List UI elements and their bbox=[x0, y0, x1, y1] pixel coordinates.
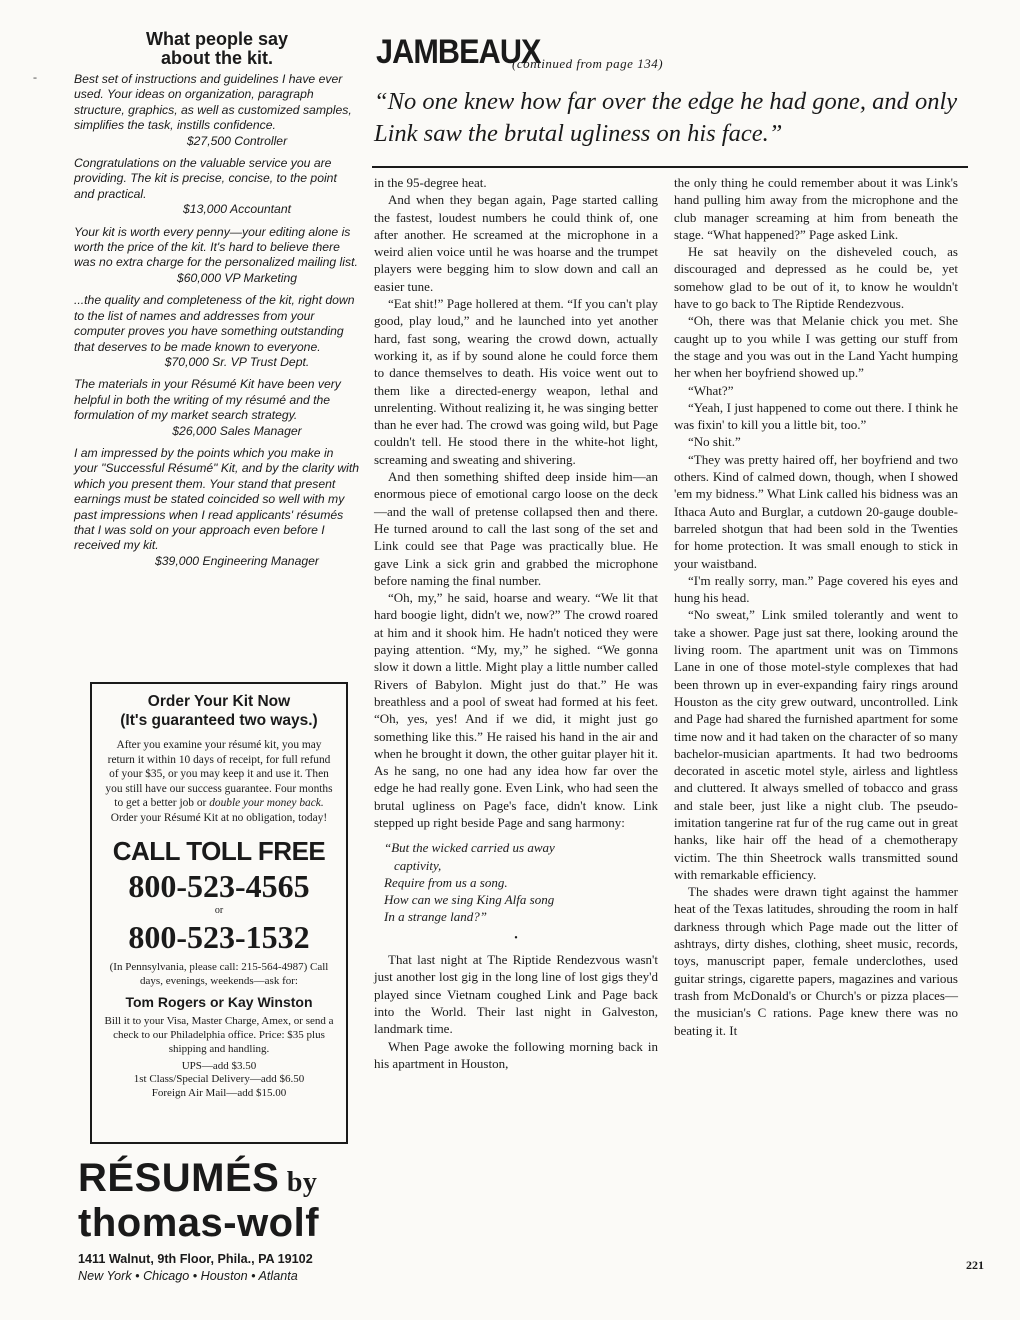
verse-line: In a strange land?” bbox=[384, 909, 487, 925]
shipping-rate: UPS—add $3.50 bbox=[181, 1059, 257, 1072]
testimonial bbox=[74, 446, 360, 569]
verse-line: captivity, bbox=[394, 857, 442, 873]
article-paragraph: in the 95-degree heat. bbox=[374, 175, 487, 190]
article-paragraph: “Eat shit!” Page hollered at them. “If you can't play good, play loud,” and he launched into yet another hard, fast song, wearing the crowd down, actually working it, as if by sound alone he could force them to dance themselves to death. His voice went out to them like a directed-energy weapon, lethal and unrelenting. Without realizing it, he was singing better than he ever had. The crowd was going wild, but Page couldn't tell. He stood there in the white-hot light, screaming and sweating and shivering. bbox=[374, 296, 658, 467]
phone-number-2[interactable]: 800-523-1532 bbox=[128, 918, 310, 955]
or-label: or bbox=[214, 904, 224, 916]
testimonial-attribution: $26,000 Sales Manager bbox=[172, 423, 302, 438]
article-paragraph: “Oh, my,” he said, hoarse and weary. “We lit that hard boogie light, didn't we, now?” The crowd roared at him and it shook him. He hadn't noticed they were paying attention. “My, my,” he sighed. “We gonna slow it down a little. Might play a little number called Rivers of Babylon. Might just do that.” He was breathless and a pool of sweat had formed at his feet. “Oh, yes, yes! And if we did, it might just go something like this.” He raised his hand in the air and when he brought it down, the other guitar player hit it. As he sang, no one had any idea how far over the edge he had really gone. Even Link, who had seen the brutal ugliness on Page's face, didn't know. Link stepped up right beside Page and sang harmony: bbox=[374, 590, 658, 830]
verse-line: How can we sing King Alfa song bbox=[384, 892, 555, 908]
testimonial bbox=[74, 293, 360, 370]
order-box bbox=[90, 682, 348, 1144]
article-paragraph: That last night at The Riptide Rendezvous wasn't just another lost gig in the long line of lost gigs they'd played since Vietnam coughed Link and Page back into the World. Their last night in Galveston, landmark time. bbox=[374, 952, 658, 1037]
contact-names: Tom Rogers or Kay Winston bbox=[125, 993, 313, 1010]
shipping-rate: 1st Class/Special Delivery—add $6.50 bbox=[133, 1073, 305, 1086]
page-number: 221 bbox=[966, 1258, 984, 1272]
testimonial-quote: Your kit is worth every penny—your editing alone is worth the price of the kit. It's hard to believe there was no extra charge for the personalized mailing list. bbox=[74, 224, 358, 270]
office-cities: New York • Chicago • Houston • Atlanta bbox=[78, 1269, 298, 1283]
testimonial-quote: I am impressed by the points which you make in your "Successful Résumé" Kit, and by the clarity with which you present them. Your stand that present earnings must be stated coincided so well with my past impressions when I read applicants' résumés that I was sold on your approach even before I received my kit. bbox=[74, 445, 360, 553]
testimonial-attribution: $70,000 Sr. VP Trust Dept. bbox=[164, 354, 310, 369]
billing-info: Bill it to your Visa, Master Charge, Amex, or send a check to our Philadelphia office. Price: $35 plus shipping and handling. bbox=[104, 1014, 334, 1055]
article-paragraph: “What?” bbox=[688, 382, 734, 398]
call-toll-free: CALL TOLL FREE bbox=[112, 835, 326, 866]
testimonial bbox=[74, 377, 360, 439]
testimonial bbox=[74, 225, 360, 287]
brand-line-1: RÉSUMÉS by bbox=[78, 1156, 318, 1200]
article-paragraph: “Oh, there was that Melanie chick you met. She caught up to you while I was getting our stuff from the stage and you was out in the Land Yacht humping her when her boyfriend showed up.” bbox=[674, 313, 958, 381]
article-paragraph: “No shit.” bbox=[688, 434, 741, 450]
testimonial-attribution: $13,000 Accountant bbox=[183, 202, 291, 217]
testimonial-quote: Best set of instructions and guidelines I have ever used. Your ideas on organization, paragraph structure, graphics, as well as customized samples, simplifies the task, instills confidence. bbox=[74, 72, 352, 133]
article-paragraph: And when they began again, Page started calling the fastest, loudest numbers he could think of, one after another. He screamed at the microphone in a weird alien voice until he was hoarse and the trumpet players were begging him to slow down and call an easier tune. bbox=[374, 192, 658, 294]
brand-logo bbox=[78, 1158, 368, 1243]
ad-heading: What people say about the kit. bbox=[145, 29, 289, 68]
testimonial-quote: The materials in your Résumé Kit have been very helpful in both the writing of my résumé and the formulation of my market search strategy. bbox=[74, 377, 341, 423]
testimonial-attribution: $60,000 VP Marketing bbox=[176, 270, 298, 285]
company-address bbox=[78, 1252, 378, 1283]
article-paragraph: And then something shifted deep inside him—an enormous piece of emotional cargo loose on the deck—and the wall of pretense collapsed then and there. He turned around to call the last song of the set and Link could see that Page was practically blue. He gave Link a sick grin and grabbed the microphone before naming the final number. bbox=[374, 469, 658, 588]
article-paragraph: The shades were drawn tight against the hammer heat of the Texas latitudes, shrouding the room in half darkness through which Page made out the litter of ashtrays, dirty dishes, clothing, sheet music, records, toys, manuscript paper, female underclothes, used guitar strings, cigarette papers, magazines and various trash from McDonald's or Church's or pizza places—the musician's C rations. Page knew there was no beating it. It bbox=[674, 884, 958, 1038]
header-rule bbox=[372, 166, 968, 168]
street-address: 1411 Walnut, 9th Floor, Phila., PA 19102 bbox=[78, 1252, 313, 1266]
phone-number-1[interactable]: 800-523-4565 bbox=[128, 867, 310, 904]
verse-line: Require from us a song. bbox=[384, 874, 508, 890]
pull-quote: “No one knew how far over the edge he had gone, and only Link saw the brutal ugliness on his face.” bbox=[374, 88, 958, 147]
continued-note: (continued from page 134) bbox=[512, 56, 664, 71]
order-heading: Order Your Kit Now (It's guaranteed two ways.) bbox=[120, 693, 318, 729]
testimonial bbox=[74, 156, 360, 218]
column-1-after-break bbox=[374, 951, 658, 1072]
article-paragraph: “I'm really sorry, man.” Page covered his eyes and hung his head. bbox=[674, 572, 958, 606]
testimonials-list bbox=[74, 72, 360, 569]
pennsylvania-note: (In Pennsylvania, please call: 215-564-4987) Call days, evenings, weekends—ask for: bbox=[109, 960, 329, 987]
article-column-2 bbox=[674, 174, 958, 1039]
article-column-1 bbox=[374, 174, 658, 1072]
article-paragraph: When Page awoke the following morning back in his apartment in Houston, bbox=[374, 1038, 658, 1071]
brand-line-2: thomas-wolf bbox=[78, 1201, 320, 1245]
column-1-paragraphs bbox=[374, 174, 658, 831]
margin-mark: - bbox=[33, 70, 37, 84]
article-paragraph: “No sweat,” Link smiled tolerantly and went to take a shower. Page just sat there, looking around the living room. The apartment unit was on Timmons Lane in one of those motel-style complexes that had been thrown up in ever-expanding fairy rings around Houston as the city grew outward, uncontrolled. Link and Page had shared the furnished apartment for some time now and it had taken on the character of so many bachelor-musician apartments. It had two bedrooms decorated in ascetic motel style, airless and lightless and cluttered. It always smelled of tobacco and grass and stale beer, just like a night club. The pseudo-imitation tangerine rat fur of the rug came out in great hanks, like hair off the head of a chemotherapy victim. The thin Sheetrock walls transmitted sound with remarkable efficiency. bbox=[674, 607, 958, 882]
article-paragraph: the only thing he could remember about it was Link's hand pulling him away from the microphone and the club manager screaming at him from beneath the stage. “What happened?” Page asked Link. bbox=[674, 175, 958, 242]
song-verse bbox=[374, 839, 658, 925]
testimonial-attribution: $27,500 Controller bbox=[186, 133, 288, 148]
testimonial-quote: ...the quality and completeness of the kit, right down to the list of names and addresses from your computer proves you have something outstanding that deserves to be made known to everyone. bbox=[74, 293, 355, 354]
resume-kit-ad bbox=[74, 30, 360, 576]
verse-line: “But the wicked carried us away bbox=[384, 840, 555, 856]
testimonial-quote: Congratulations on the valuable service you are providing. The kit is precise, concise, to the point and practical. bbox=[74, 156, 337, 201]
order-body: After you examine your résumé kit, you may return it within 10 days of receipt, for full refund of your $35, or you may keep it and use it. Then you still have our success guarantee. Four months to get a better job or double your money back. Order your Résumé Kit at no obligation, today! bbox=[105, 739, 333, 824]
article-title: JAMBEAUX bbox=[376, 33, 541, 71]
article-paragraph: He sat heavily on the disheveled couch, as discouraged and depressed as he could be, yet somehow glad to be out of it, to know he wouldn't have to go back to The Riptide Rendezvous. bbox=[674, 244, 958, 312]
shipping-rate: Foreign Air Mail—add $15.00 bbox=[151, 1086, 287, 1099]
testimonial-attribution: $39,000 Engineering Manager bbox=[155, 553, 319, 568]
testimonial bbox=[74, 72, 360, 149]
article-paragraph: “Yeah, I just happened to come out there. I think he was fixin' to kill you a little bit, too.” bbox=[674, 399, 958, 433]
section-bullet: • bbox=[514, 932, 518, 944]
article-paragraph: “They was pretty haired off, her boyfriend and two others. Kind of calmed down, though, when I showed 'em my bidness.” What Link called his bidness was an Ithaca Auto and Burglar, a cutdown 20-gauge double-barreled shotgun that had been sold in the Twenties for home protection. It was small enough to stick in your waistband. bbox=[674, 451, 958, 571]
